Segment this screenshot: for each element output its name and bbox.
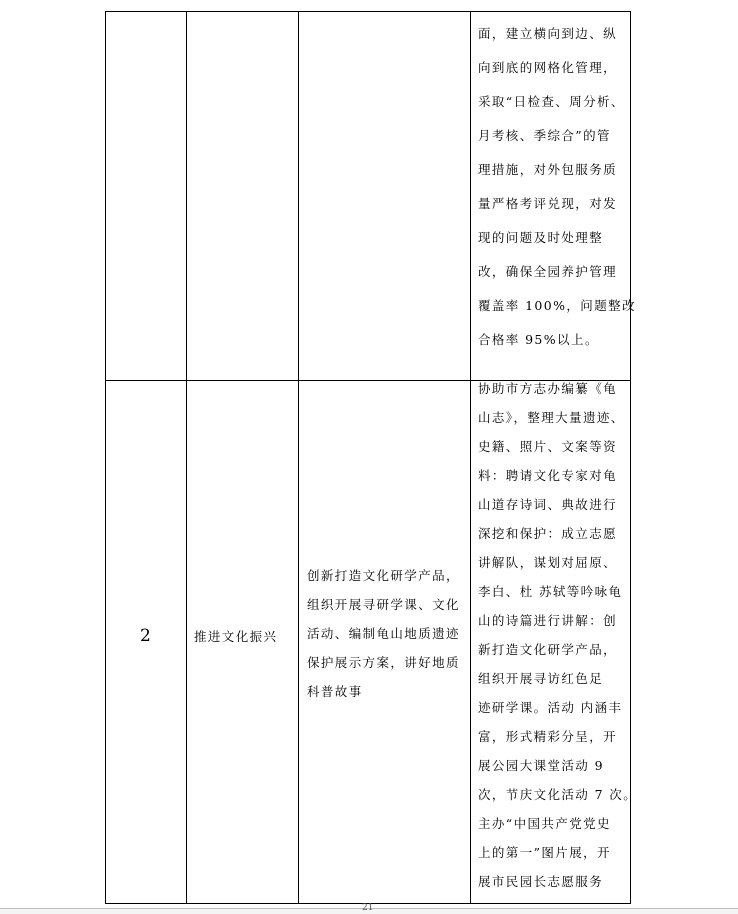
text-line: 科普故事 — [307, 684, 363, 699]
text-line: 李白、杜 苏轼等吟咏龟 — [478, 584, 623, 599]
row-2-item: 推进文化振兴 — [194, 629, 278, 644]
text-line: 次，节庆文化活动 7 次。 — [478, 787, 638, 802]
text-line: 采取“日检查、周分析、 — [478, 94, 625, 109]
text-line: 改，确保全园养护管理 — [478, 264, 618, 279]
text-line: 保护展示方案，讲好地质 — [307, 655, 460, 670]
text-line: 山道存诗词、典故进行 — [478, 497, 618, 512]
text-line: 展公园大课堂活动 9 — [478, 758, 604, 773]
text-line: 量严格考评兑现，对发 — [478, 196, 618, 211]
text-line: 上的第一”图片展，开 — [478, 845, 611, 860]
text-line: 讲解队，谋划对屈原、 — [478, 555, 618, 570]
page-number: 21 — [362, 903, 374, 913]
text-line: 现的问题及时处理整 — [478, 230, 604, 245]
text-line: 展市民园长志愿服务 — [478, 874, 604, 889]
text-line: 主办“中国共产党党史 — [478, 816, 611, 831]
row-1-progress — [478, 17, 636, 357]
text-line: 山的诗篇进行讲解：创 — [478, 613, 618, 628]
text-line: 活动、编制龟山地质遗迹 — [307, 626, 460, 641]
text-line: 向到底的网格化管理， — [478, 60, 618, 75]
text-line: 创新打造文化研学产品， — [307, 568, 460, 583]
row-2-plan — [307, 561, 460, 706]
text-line: 覆盖率 100%，问题整改 — [478, 298, 636, 313]
column-divider — [470, 12, 471, 903]
text-line: 组织开展寻访红色足 — [478, 671, 604, 686]
text-line: 月考核、季综合”的管 — [478, 128, 611, 143]
text-line: 新打造文化研学产品， — [478, 642, 618, 657]
text-line: 料：聘请文化专家对龟 — [478, 468, 618, 483]
column-divider — [298, 12, 299, 903]
row-2-number: 2 — [140, 626, 151, 646]
work-progress-table — [105, 11, 638, 904]
text-line: 合格率 95%以上。 — [478, 332, 599, 347]
text-line: 迹研学课。活动 内涵丰 — [478, 700, 623, 715]
text-line: 面，建立横向到边、纵 — [478, 26, 618, 41]
text-line: 理措施，对外包服务质 — [478, 162, 618, 177]
text-line: 史籍、照片、文案等资 — [478, 439, 618, 454]
text-line: 深挖和保护：成立志愿 — [478, 526, 618, 541]
text-line: 组织开展寻研学课、文化 — [307, 597, 460, 612]
row-2-progress — [478, 374, 637, 896]
text-line: 富，形式精彩分呈，开 — [478, 729, 618, 744]
text-line: 协助市方志办编纂《龟 — [478, 381, 618, 396]
text-line: 山志》，整理大量遗迹、 — [478, 410, 625, 425]
column-divider — [186, 12, 187, 903]
